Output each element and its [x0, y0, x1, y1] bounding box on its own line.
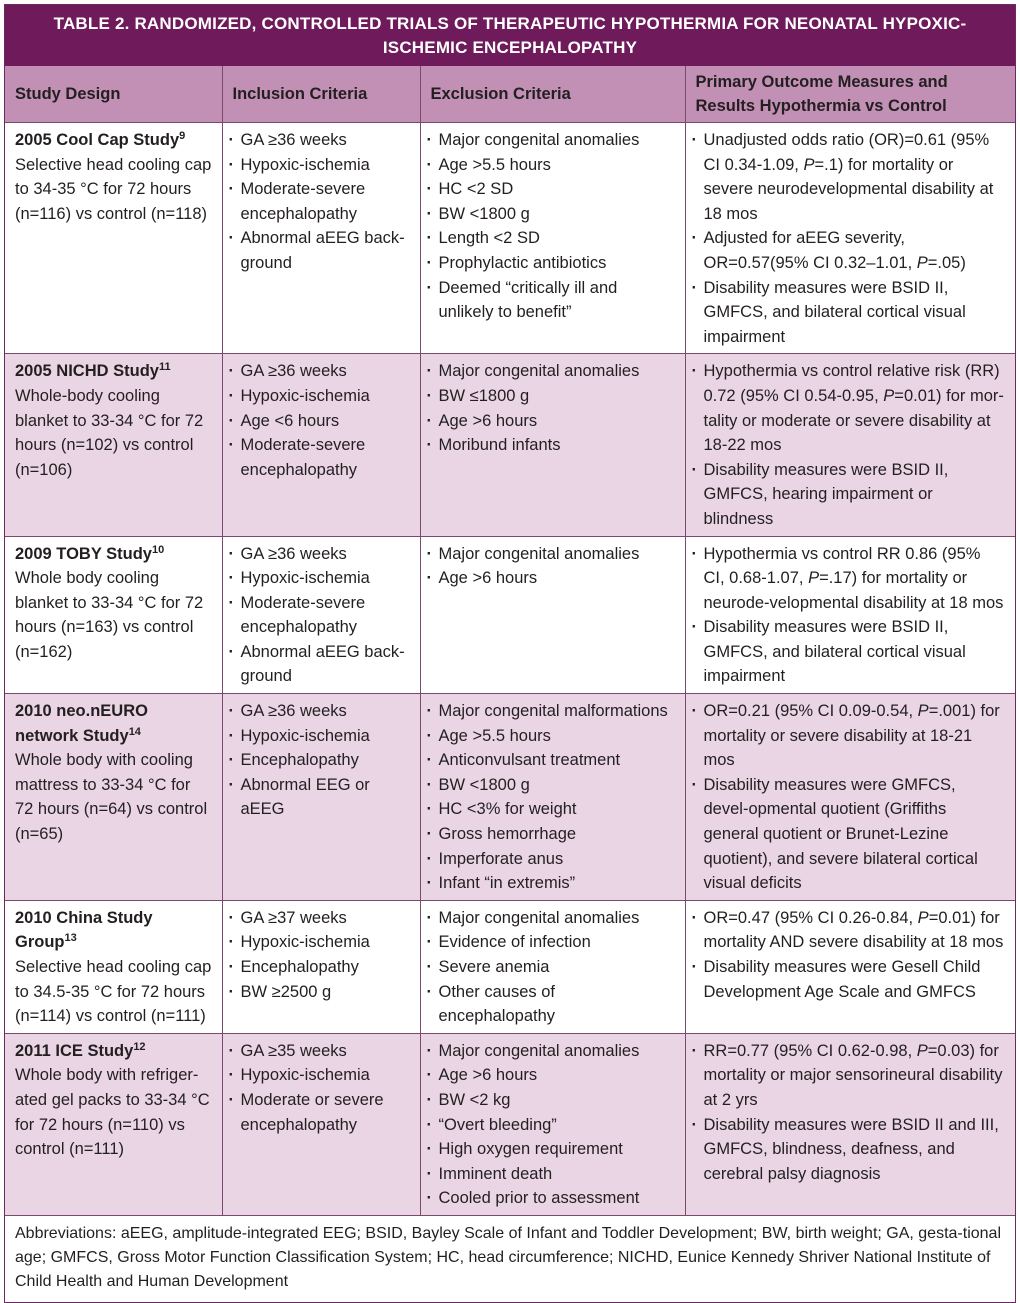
exclusion-item: · Moribund infants: [431, 433, 675, 458]
exclusion-item: · BW ≤1800 g: [431, 384, 675, 409]
outcome-cell: [685, 123, 1015, 354]
trials-table: [5, 66, 1015, 1216]
exclusion-item: · Cooled prior to assessment: [431, 1186, 675, 1211]
inclusion-item: · GA ≥37 weeks: [233, 906, 410, 931]
study-name: [15, 699, 212, 748]
inclusion-criteria-cell: [222, 536, 420, 694]
table-row: [5, 123, 1015, 354]
exclusion-item: · Major congenital anomalies: [431, 542, 675, 567]
inclusion-criteria-cell: [222, 123, 420, 354]
inclusion-item: · GA ≥36 weeks: [233, 128, 410, 153]
study-design-text: Whole-body cooling blanket to 33-34 °C for 72 hours (n=102) vs control (n=106): [15, 386, 204, 479]
inclusion-criteria-cell-list: [233, 128, 410, 276]
inclusion-item: · Hypoxic-ischemia: [233, 930, 410, 955]
exclusion-item: · Age >6 hours: [431, 409, 675, 434]
study-name: [15, 906, 212, 955]
exclusion-criteria-cell-list: [431, 128, 675, 325]
study-design-text: Whole body with refriger-ated gel packs to 33-34 °C for 72 hours (n=110) vs control (n=111): [15, 1066, 210, 1159]
abbreviations-footnote: Abbreviations: aEEG, amplitude-integrated EEG; BSID, Bayley Scale of Infant and Toddler Development; BW, birth weight; GA, gesta-tional age; GMFCS, Gross Motor Function Classification System; HC, head circumference; NICHD, Eunice Kennedy Shriver National Institute of Child Health and Human Development: [5, 1216, 1015, 1302]
inclusion-item: · Moderate-severe encephalopathy: [233, 177, 410, 226]
outcome-item: · RR=0.77 (95% CI 0.62-0.98, P=0.03) for mortality or major sensorineural disability at 2 yrs: [696, 1039, 1006, 1113]
reference-number: 10: [151, 543, 165, 556]
outcome-cell-list: [696, 359, 1006, 531]
table-row: [5, 354, 1015, 536]
exclusion-criteria-cell-list: [431, 906, 675, 1029]
inclusion-item: · GA ≥36 weeks: [233, 542, 410, 567]
exclusion-item: · Evidence of infection: [431, 930, 675, 955]
outcome-item: · OR=0.47 (95% CI 0.26-0.84, P=0.01) for mortality AND severe disability at 18 mos: [696, 906, 1006, 955]
header-primary-outcome: Primary Outcome Measures and Results Hypothermia vs Control: [685, 66, 1015, 123]
inclusion-item: · GA ≥36 weeks: [233, 699, 410, 724]
study-name: [15, 359, 212, 384]
header-study-design: Study Design: [5, 66, 222, 123]
inclusion-criteria-cell: [222, 354, 420, 536]
study-name-text: 2010 neo.nEURO network Study: [15, 702, 148, 745]
exclusion-criteria-cell-list: [431, 359, 675, 457]
reference-number: 14: [128, 725, 141, 738]
table-row: [5, 900, 1015, 1033]
inclusion-item: · Moderate-severe encephalopathy: [233, 591, 410, 640]
outcome-cell: [685, 1033, 1015, 1215]
table-body: [5, 123, 1015, 1216]
outcome-item: · Disability measures were GMFCS, devel-opmental quotient (Griffiths general quotient or Brunet-Lezine quotient), and severe bilateral cortical visual deficits: [696, 773, 1006, 896]
table-row: [5, 694, 1015, 901]
exclusion-criteria-cell-list: [431, 542, 675, 591]
exclusion-item: · Gross hemorrhage: [431, 822, 675, 847]
exclusion-item: · Severe anemia: [431, 955, 675, 980]
exclusion-criteria-cell: [420, 123, 685, 354]
exclusion-criteria-cell: [420, 536, 685, 694]
outcome-cell-list: [696, 906, 1006, 1004]
table-frame: [4, 4, 1016, 1303]
outcome-cell: [685, 354, 1015, 536]
inclusion-item: · Hypoxic-ischemia: [233, 724, 410, 749]
exclusion-item: · HC <2 SD: [431, 177, 675, 202]
exclusion-item: · Other causes of encephalopathy: [431, 980, 675, 1029]
exclusion-item: · BW <1800 g: [431, 202, 675, 227]
exclusion-item: · Imperforate anus: [431, 847, 675, 872]
study-design-cell: [5, 536, 222, 694]
study-design-cell: [5, 694, 222, 901]
inclusion-item: · Encephalopathy: [233, 748, 410, 773]
study-name: [15, 128, 212, 153]
exclusion-criteria-cell: [420, 1033, 685, 1215]
exclusion-item: · Infant “in extremis”: [431, 871, 675, 896]
reference-number: 9: [179, 130, 186, 142]
outcome-cell-list: [696, 542, 1006, 690]
outcome-item: · Unadjusted odds ratio (OR)=0.61 (95% CI 0.34-1.09, P=.1) for mortality or severe neurodevelopmental disability at 18 mos: [696, 128, 1006, 226]
exclusion-item: · Deemed “critically ill and unlikely to benefit”: [431, 276, 675, 325]
study-design-text: Whole body with cooling mattress to 33-34 °C for 72 hours (n=64) vs control (n=65): [15, 751, 208, 844]
inclusion-item: · Abnormal aEEG back-ground: [233, 226, 410, 275]
study-name-text: 2011 ICE Study: [15, 1041, 134, 1060]
inclusion-criteria-cell-list: [233, 1039, 410, 1137]
outcome-item: · Disability measures were BSID II, GMFCS, and bilateral cortical visual impairment: [696, 615, 1006, 689]
inclusion-item: · GA ≥36 weeks: [233, 359, 410, 384]
reference-number: 11: [158, 361, 171, 374]
study-name-text: 2010 China Study Group: [15, 908, 153, 952]
table-title: TABLE 2. RANDOMIZED, CONTROLLED TRIALS OF THERAPEUTIC HYPOTHERMIA FOR NEONATAL HYPOXIC-ISCHEMIC ENCEPHALOPATHY: [5, 5, 1015, 66]
exclusion-item: · Anticonvulsant treatment: [431, 748, 675, 773]
inclusion-item: · Abnormal EEG or aEEG: [233, 773, 410, 822]
exclusion-item: · Major congenital malformations: [431, 699, 675, 724]
outcome-item: · Adjusted for aEEG severity, OR=0.57(95% CI 0.32–1.01, P=.05): [696, 226, 1006, 275]
inclusion-item: · Moderate-severe encephalopathy: [233, 433, 410, 482]
reference-number: 13: [64, 932, 77, 945]
study-design-text: Selective head cooling cap to 34.5-35 °C for 72 hours (n=114) vs control (n=111): [15, 958, 212, 1026]
inclusion-item: · GA ≥35 weeks: [233, 1039, 410, 1064]
outcome-cell: [685, 900, 1015, 1033]
exclusion-item: · “Overt bleeding”: [431, 1113, 675, 1138]
exclusion-item: · HC <3% for weight: [431, 797, 675, 822]
reference-number: 12: [133, 1040, 146, 1053]
exclusion-item: · Age >5.5 hours: [431, 724, 675, 749]
inclusion-item: · Age <6 hours: [233, 409, 410, 434]
exclusion-criteria-cell: [420, 694, 685, 901]
outcome-item: · Disability measures were Gesell Child Development Age Scale and GMFCS: [696, 955, 1006, 1004]
exclusion-criteria-cell-list: [431, 699, 675, 896]
exclusion-item: · Age >6 hours: [431, 566, 675, 591]
exclusion-item: · Major congenital anomalies: [431, 1039, 675, 1064]
study-design-cell: [5, 123, 222, 354]
inclusion-item: · Encephalopathy: [233, 955, 410, 980]
outcome-item: · Hypothermia vs control RR 0.86 (95% CI, 0.68-1.07, P=.17) for mortality or neurode-velopmental disability at 18 mos: [696, 542, 1006, 616]
exclusion-item: · Major congenital anomalies: [431, 906, 675, 931]
table-row: [5, 1033, 1015, 1215]
inclusion-criteria-cell: [222, 694, 420, 901]
study-name-text: 2005 Cool Cap Study: [15, 131, 180, 149]
exclusion-item: · BW <2 kg: [431, 1088, 675, 1113]
inclusion-item: · BW ≥2500 g: [233, 980, 410, 1005]
outcome-cell-list: [696, 1039, 1006, 1187]
exclusion-item: · BW <1800 g: [431, 773, 675, 798]
inclusion-item: · Hypoxic-ischemia: [233, 153, 410, 178]
inclusion-criteria-cell-list: [233, 699, 410, 822]
outcome-cell-list: [696, 128, 1006, 349]
inclusion-criteria-cell-list: [233, 542, 410, 690]
header-exclusion-criteria: Exclusion Criteria: [420, 66, 685, 123]
inclusion-criteria-cell: [222, 900, 420, 1033]
outcome-cell-list: [696, 699, 1006, 896]
outcome-item: · Hypothermia vs control relative risk (RR) 0.72 (95% CI 0.54-0.95, P=0.01) for mor-tality or moderate or severe disability at 18-22 mos: [696, 359, 1006, 457]
exclusion-item: · Major congenital anomalies: [431, 128, 675, 153]
study-name: [15, 1039, 212, 1064]
inclusion-item: · Hypoxic-ischemia: [233, 1063, 410, 1088]
header-inclusion-criteria: Inclusion Criteria: [222, 66, 420, 123]
exclusion-criteria-cell-list: [431, 1039, 675, 1211]
study-name: [15, 542, 212, 567]
outcome-item: · Disability measures were BSID II, GMFCS, hearing impairment or blindness: [696, 458, 1006, 532]
inclusion-item: · Moderate or severe encephalopathy: [233, 1088, 410, 1137]
table-row: [5, 536, 1015, 694]
inclusion-item: · Hypoxic-ischemia: [233, 384, 410, 409]
study-name-text: 2009 TOBY Study: [15, 544, 152, 563]
study-design-cell: [5, 900, 222, 1033]
outcome-item: · OR=0.21 (95% CI 0.09-0.54, P=.001) for mortality or severe disability at 18-21 mos: [696, 699, 1006, 773]
inclusion-criteria-cell: [222, 1033, 420, 1215]
inclusion-criteria-cell-list: [233, 359, 410, 482]
outcome-cell: [685, 536, 1015, 694]
inclusion-item: · Abnormal aEEG back-ground: [233, 640, 410, 689]
outcome-item: · Disability measures were BSID II and III, GMFCS, blindness, deafness, and cerebral palsy diagnosis: [696, 1113, 1006, 1187]
study-name-text: 2005 NICHD Study: [15, 362, 159, 381]
exclusion-item: · Age >6 hours: [431, 1063, 675, 1088]
exclusion-criteria-cell: [420, 900, 685, 1033]
exclusion-item: · High oxygen requirement: [431, 1137, 675, 1162]
exclusion-item: · Major congenital anomalies: [431, 359, 675, 384]
exclusion-criteria-cell: [420, 354, 685, 536]
inclusion-criteria-cell-list: [233, 906, 410, 1004]
study-design-text: Whole body cooling blanket to 33-34 °C for 72 hours (n=163) vs control (n=162): [15, 569, 204, 661]
exclusion-item: · Length <2 SD: [431, 226, 675, 251]
study-design-cell: [5, 1033, 222, 1215]
header-row: [5, 66, 1015, 123]
outcome-cell: [685, 694, 1015, 901]
exclusion-item: · Imminent death: [431, 1162, 675, 1187]
exclusion-item: · Age >5.5 hours: [431, 153, 675, 178]
exclusion-item: · Prophylactic antibiotics: [431, 251, 675, 276]
inclusion-item: · Hypoxic-ischemia: [233, 566, 410, 591]
outcome-item: · Disability measures were BSID II, GMFCS, and bilateral cortical visual impairment: [696, 276, 1006, 350]
study-design-text: Selective head cooling cap to 34-35 °C for 72 hours (n=116) vs control (n=118): [15, 155, 212, 223]
study-design-cell: [5, 354, 222, 536]
